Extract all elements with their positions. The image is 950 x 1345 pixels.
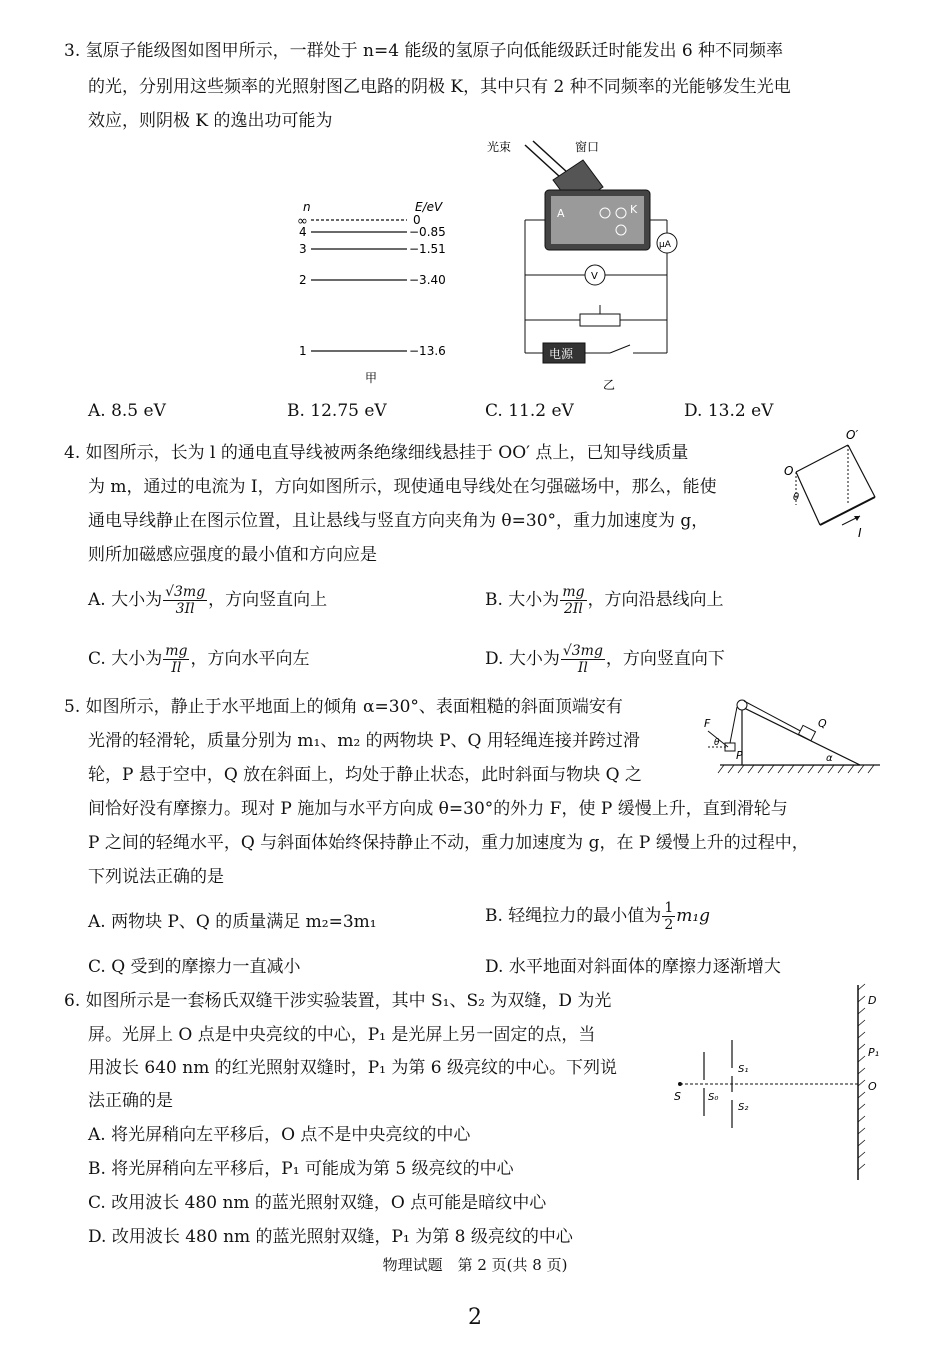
q4-option-b: [485, 584, 724, 617]
q5-option-b-den: 2: [664, 917, 674, 933]
q4-line-1: 4. 如图所示，长为 l 的通电直导线被两条绝缘细线悬挂于 OO′ 点上，已知导线质量: [64, 443, 689, 463]
q4-option-a-pre: A. 大小为: [88, 590, 163, 610]
suspension-line: [796, 472, 820, 525]
q5-line-5: P 之间的轻绳水平，Q 与斜面体始终保持静止不动，重力加速度为 g，在 P 缓慢上升的过程中，: [88, 833, 809, 853]
q4-line-3: 通电导线静止在图示位置，且让悬线与竖直方向夹角为 θ=30°，重力加速度为 g，: [88, 511, 709, 531]
level-4-n: 4: [299, 225, 307, 239]
q4-option-d-post: ，方向竖直向下: [605, 649, 725, 669]
q4-option-c-fraction: [163, 643, 189, 676]
q4-option-b-pre: B. 大小为: [485, 590, 560, 610]
double-slit-figure: [670, 980, 885, 1185]
point-o-label: O: [868, 1080, 877, 1093]
theta-label: θ: [793, 492, 800, 503]
q4-option-c: [88, 643, 309, 676]
q4-option-a-fraction: [163, 584, 207, 617]
q5-option-c: C. Q 受到的摩擦力一直减小: [88, 957, 301, 977]
window-label: 窗口: [575, 140, 600, 154]
q5-line-4: 间恰好没有摩擦力。现对 P 施加与水平方向成 θ=30°的外力 F，使 P 缓慢上升，直到滑轮与: [88, 799, 788, 819]
alpha-label: α: [826, 753, 833, 764]
q6-line-2: 屏。光屏上 O 点是中央亮纹的中心，P₁ 是光屏上另一固定的点，当: [88, 1025, 596, 1045]
q5-line-1: 5. 如图所示，静止于水平地面上的倾角 α=30°、表面粗糙的斜面顶端安有: [64, 697, 623, 717]
q4-option-c-post: ，方向水平向左: [190, 649, 310, 669]
point-o-label: O: [784, 464, 794, 478]
fig-jia-caption: 甲: [365, 371, 378, 385]
level-2-e: −3.40: [409, 273, 446, 287]
force-f-label: F: [704, 717, 711, 730]
ceiling-line: [796, 445, 848, 472]
point-o2-label: O′: [846, 428, 859, 442]
q3-option-b: B. 12.75 eV: [287, 401, 387, 421]
q4-option-b-fraction: [560, 584, 586, 617]
q6-option-d: D. 改用波长 480 nm 的蓝光照射双缝，P₁ 为第 8 级亮纹的中心: [88, 1227, 573, 1247]
q6-option-a: A. 将光屏稍向左平移后，O 点不是中央亮纹的中心: [88, 1125, 471, 1145]
q4-option-a-post: ，方向竖直向上: [208, 590, 328, 610]
energy-level-diagram: [285, 195, 470, 385]
q6-line-4: 法正确的是: [88, 1091, 173, 1111]
q5-option-b-post: m₁g: [676, 906, 711, 926]
q6-option-c: C. 改用波长 480 nm 的蓝光照射双缝，O 点可能是暗纹中心: [88, 1193, 547, 1213]
q4-line-4: 则所加磁感应强度的最小值和方向应是: [88, 545, 377, 565]
wire-suspension-figure: [780, 425, 890, 545]
q5-option-b-pre: B. 轻绳拉力的最小值为: [485, 906, 662, 926]
suspension-line: [848, 445, 875, 497]
screen-d-label: D: [868, 994, 877, 1007]
q3-option-d: D. 13.2 eV: [684, 401, 774, 421]
q3-line-2: 的光，分别用这些频率的光照射图乙电路的阴极 K，其中只有 2 种不同频率的光能够发生光电: [88, 77, 791, 97]
q6-line-1: 6. 如图所示是一套杨氏双缝干涉实验装置，其中 S₁、S₂ 为双缝，D 为光: [64, 991, 612, 1011]
q3-line-1: 3. 氢原子能级图如图甲所示，一群处于 n=4 能级的氢原子向低能级跃迁时能发出 6 种不同频率: [64, 41, 784, 61]
rheostat: [580, 314, 620, 326]
q4-option-b-den: 2Il: [563, 601, 583, 617]
q4-option-d-pre: D. 大小为: [485, 649, 560, 669]
q5-option-d: D. 水平地面对斜面体的摩擦力逐渐增大: [485, 957, 781, 977]
block-p: [725, 743, 735, 751]
q4-option-d-fraction: [561, 643, 605, 676]
level-1-e: −13.6: [409, 344, 446, 358]
q4-option-c-num: mg: [165, 643, 188, 659]
q3-line-3: 效应，则阴极 K 的逸出功可能为: [88, 111, 333, 131]
block-p-label: P: [736, 749, 743, 762]
beam-label: 光束: [487, 140, 512, 154]
q5-line-3: 轮，P 悬于空中，Q 放在斜面上，均处于静止状态，此时斜面与物块 Q 之: [88, 765, 642, 785]
switch: [610, 345, 630, 353]
q5-option-b: [485, 900, 710, 933]
page-footer: 物理试题 第 2 页(共 8 页): [382, 1256, 568, 1274]
slit-s2-label: S₂: [738, 1102, 749, 1113]
q6-option-b: B. 将光屏稍向左平移后，P₁ 可能成为第 5 级亮纹的中心: [88, 1159, 514, 1179]
cathode-label: K: [630, 203, 638, 216]
level-inf-e: 0: [413, 213, 421, 227]
q5-option-b-num: 1: [664, 900, 674, 916]
voltmeter-label: V: [591, 271, 598, 282]
rope-to-p: [730, 707, 737, 743]
fig-yi-caption: 乙: [603, 378, 616, 392]
q4-option-b-num: mg: [562, 584, 585, 600]
level-3-e: −1.51: [409, 242, 446, 256]
incline-pulley-figure: [700, 695, 885, 775]
point-p1-label: P₁: [868, 1046, 880, 1059]
level-3-n: 3: [299, 242, 307, 256]
theta-label: θ: [714, 738, 720, 748]
q5-line-2: 光滑的轻滑轮，质量分别为 m₁、m₂ 的两物块 P、Q 用轻绳连接并跨过滑: [88, 731, 640, 751]
slit-s1-label: S₁: [738, 1064, 749, 1075]
q4-option-d: [485, 643, 725, 676]
level-inf-n: ∞: [297, 214, 308, 229]
level-1-n: 1: [299, 344, 307, 358]
page-number: 2: [468, 1305, 482, 1330]
q5-line-6: 下列说法正确的是: [88, 867, 224, 887]
axis-n-label: n: [303, 200, 311, 214]
current-label: I: [858, 526, 862, 540]
q3-option-a: A. 8.5 eV: [88, 401, 166, 421]
level-4-e: −0.85: [409, 225, 446, 239]
photoelectric-circuit: [485, 135, 695, 395]
level-2-n: 2: [299, 273, 307, 287]
q4-option-a-den: 3Il: [175, 601, 195, 617]
q4-option-b-post: ，方向沿悬线向上: [587, 590, 724, 610]
q4-option-c-pre: C. 大小为: [88, 649, 163, 669]
q4-option-a: [88, 584, 327, 617]
q5-option-a: A. 两物块 P、Q 的质量满足 m₂=3m₁: [88, 912, 377, 932]
axis-e-label: E/eV: [415, 200, 443, 214]
source-label: 电源: [549, 347, 574, 361]
q4-option-d-num: √3mg: [562, 643, 603, 659]
q5-option-b-fraction: [662, 900, 675, 933]
q4-option-d-den: Il: [577, 660, 588, 676]
q6-line-3: 用波长 640 nm 的红光照射双缝时，P₁ 为第 6 级亮纹的中心。下列说: [88, 1058, 618, 1078]
q4-option-a-num: √3mg: [165, 584, 206, 600]
source-s-label: S: [674, 1090, 681, 1103]
block-q-label: Q: [818, 717, 827, 730]
microammeter-label: μA: [659, 240, 671, 250]
q3-option-c: C. 11.2 eV: [485, 401, 574, 421]
q4-option-c-den: Il: [171, 660, 182, 676]
anode-label: A: [557, 207, 565, 220]
slit-s0-label: S₀: [708, 1092, 719, 1103]
q4-line-2: 为 m，通过的电流为 I，方向如图所示，现使通电导线处在匀强磁场中，那么，能使: [88, 477, 717, 497]
